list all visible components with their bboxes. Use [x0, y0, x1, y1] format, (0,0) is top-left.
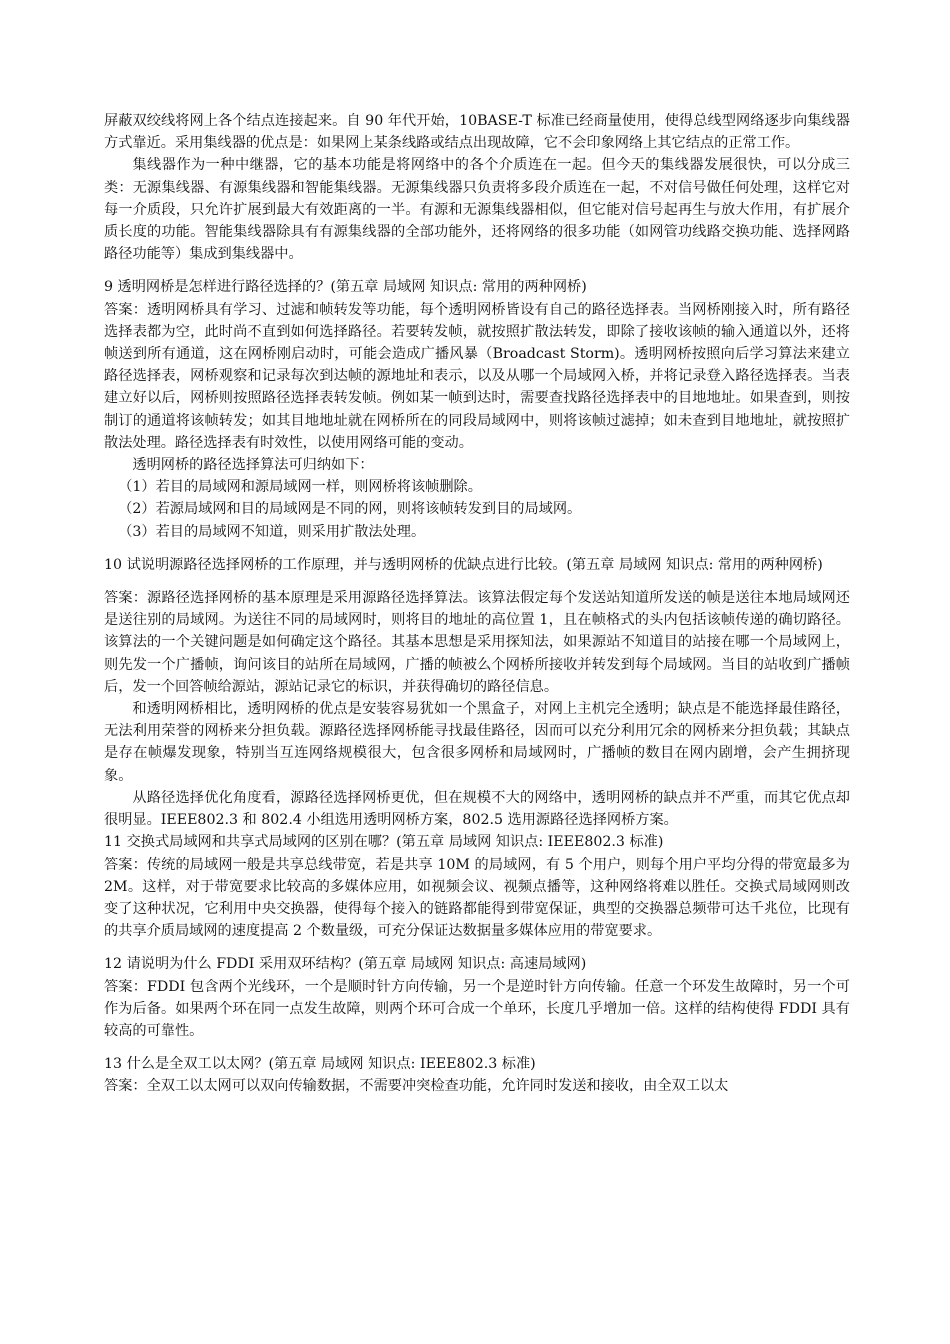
- question-9-item-3: （3）若目的局域网不知道，则采用扩散法处理。: [118, 523, 426, 540]
- question-13: [104, 1053, 850, 1097]
- question-12-answer: 答案：FDDI 包含两个光线环，一个是顺时针方向传输，另一个是逆时针方向传输。任意一个环发生故障时，另一个可作为后备。如果两个环在同一点发生故障，则两个环可合成一个单环，长度几乎增加一倍。这样的结构使得 FDDI 具有较高的可靠性。: [104, 978, 850, 1039]
- question-12: [104, 953, 850, 1042]
- question-9-item-2: （2）若源局域网和目的局域网是不同的网，则将该帧转发到目的局域网。: [118, 501, 582, 518]
- question-11-title: 11 交换式局域网和共享式局域网的区别在哪？(第五章 局域网 知识点: IEEE802.3 标准): [104, 834, 664, 851]
- question-13-title: 13 什么是全双工以太网？(第五章 局域网 知识点: IEEE802.3 标准): [104, 1056, 536, 1073]
- question-9-item-1: （1）若目的局域网和源局域网一样，则网桥将该帧删除。: [118, 479, 482, 496]
- question-9: [104, 276, 850, 542]
- question-11: [104, 831, 850, 942]
- question-9-answer: 答案：透明网桥具有学习、过滤和帧转发等功能，每个透明网桥皆设有自己的路径选择表。当网桥刚接入时，所有路径选择表都为空，此时尚不直到如何选择路径。若要转发帧，就按照扩散法转发，即除了接收该帧的输入通道以外，还将帧送到所有通道，这在网桥刚启动时，可能会造成广播风暴（Broadcast Storm)。透明网桥按照向后学习算法来建立路径选择表，网桥观察和记录每次到达帧的源地址和表示，以及从哪一个局域网入桥，并将记录登入路径选择表。当表建立好以后，网桥则按照路径选择表转发帧。例如某一帧到达时，需要查找路径选择表中的目地地址。如果查到，则按制订的通道将该帧转发；如其目地地址就在网桥所在的同段局域网中，则将该帧过滤掉；如未查到目地地址，就按照扩散法处理。路径选择表有时效性，以使用网络可能的变动。: [104, 301, 850, 451]
- question-10-answer: 答案：源路径选择网桥的基本原理是采用源路径选择算法。该算法假定每个发送站知道所发送的帧是送往本地局域网还是送往别的局域网。为送往不同的局域网时，则将目的地址的高位置 1，且在帧格式的头内包括该帧传递的确切路径。该算法的一个关键问题是如何确定这个路径。其基本思想是采用探知法，如果源站不知道目的站接在哪一个局域网上，则先发一个广播帧，询问该目的站所在局域网，广播的帧被么个网桥所接收并转发到每个局域网。当目的站收到广播帧后，发一个回答帧给源站，源站记录它的标识，并获得确切的路径信息。: [104, 590, 850, 695]
- question-10: [104, 554, 850, 831]
- question-9-summary: 透明网桥的路径选择算法可归纳如下：: [132, 457, 374, 474]
- question-10-title: 10 试说明源路径选择网桥的工作原理，并与透明网桥的优缺点进行比较。(第五章 局域网 知识点: 常用的两种网桥): [104, 556, 823, 573]
- question-9-title: 9 透明网桥是怎样进行路径选择的？(第五章 局域网 知识点: 常用的两种网桥): [104, 279, 587, 296]
- question-13-answer: 答案：全双工以太网可以双向传输数据，不需要冲突检查功能，允许同时发送和接收，由全双工以太: [104, 1078, 729, 1095]
- intro-paragraph-2: 集线器作为一种中继器，它的基本功能是将网络中的各个介质连在一起。但今天的集线器发展很快，可以分成三类：无源集线器、有源集线器和智能集线器。无源集线器只负责将多段介质连在一起，不对信号做任何处理，这样它对每一介质段，只允许扩展到最大有效距离的一半。有源和无源集线器相似，但它能对信号起再生与放大作用，有扩展介质长度的功能。智能集线器除具有有源集线器的全部功能外，还将网络的很多功能（如网管功线路交换功能、选择网路路径功能等）集成到集线器中。: [104, 157, 850, 263]
- question-11-answer: 答案：传统的局域网一般是共享总线带宽，若是共享 10M 的局域网，有 5 个用户，则每个用户平均分得的带宽最多为 2M。这样，对于带宽要求比较高的多媒体应用，如视频会议、视频点播等，这种网络将难以胜任。交换式局域网则改变了这种状况，它利用中央交换器，使得每个接入的链路都能得到带宽保证，典型的交换器总频带可达千兆位，比现有的共享介质局域网的速度提高 2 个数量级，可充分保证达数据量多媒体应用的带宽要求。: [104, 856, 850, 940]
- intro-paragraph-1: 屏蔽双绞线将网上各个结点连接起来。自 90 年代开始，10BASE-T 标准已经商量使用，使得总线型网络逐步向集线器方式靠近。采用集线器的优点是：如果网上某条线路或结点出现故障，它不会印象网络上其它结点的正常工作。: [104, 113, 850, 152]
- question-12-title: 12 请说明为什么 FDDI 采用双环结构？(第五章 局域网 知识点: 高速局域网): [104, 956, 587, 973]
- question-10-paragraph-3: 从路径选择优化角度看，源路径选择网桥更优，但在规模不大的网络中，透明网桥的缺点并不严重，而其它优点却很明显。IEEE802.3 和 802.4 小组选用透明网桥方案，802.5 选用源路径选择网桥方案。: [104, 789, 850, 829]
- question-10-paragraph-2: 和透明网桥相比，透明网桥的优点是安装容易犹如一个黑盒子，对网上主机完全透明；缺点是不能选择最佳路径，无法利用荣誉的网桥来分担负载。源路径选择网桥能寻找最佳路径，因而可以充分利用冗余的网桥来分担负载；其缺点是存在帧爆发现象，特别当互连网络规模很大，包含很多网桥和局域网时，广播帧的数目在网内剧增，会产生拥挤现象。: [104, 701, 850, 784]
